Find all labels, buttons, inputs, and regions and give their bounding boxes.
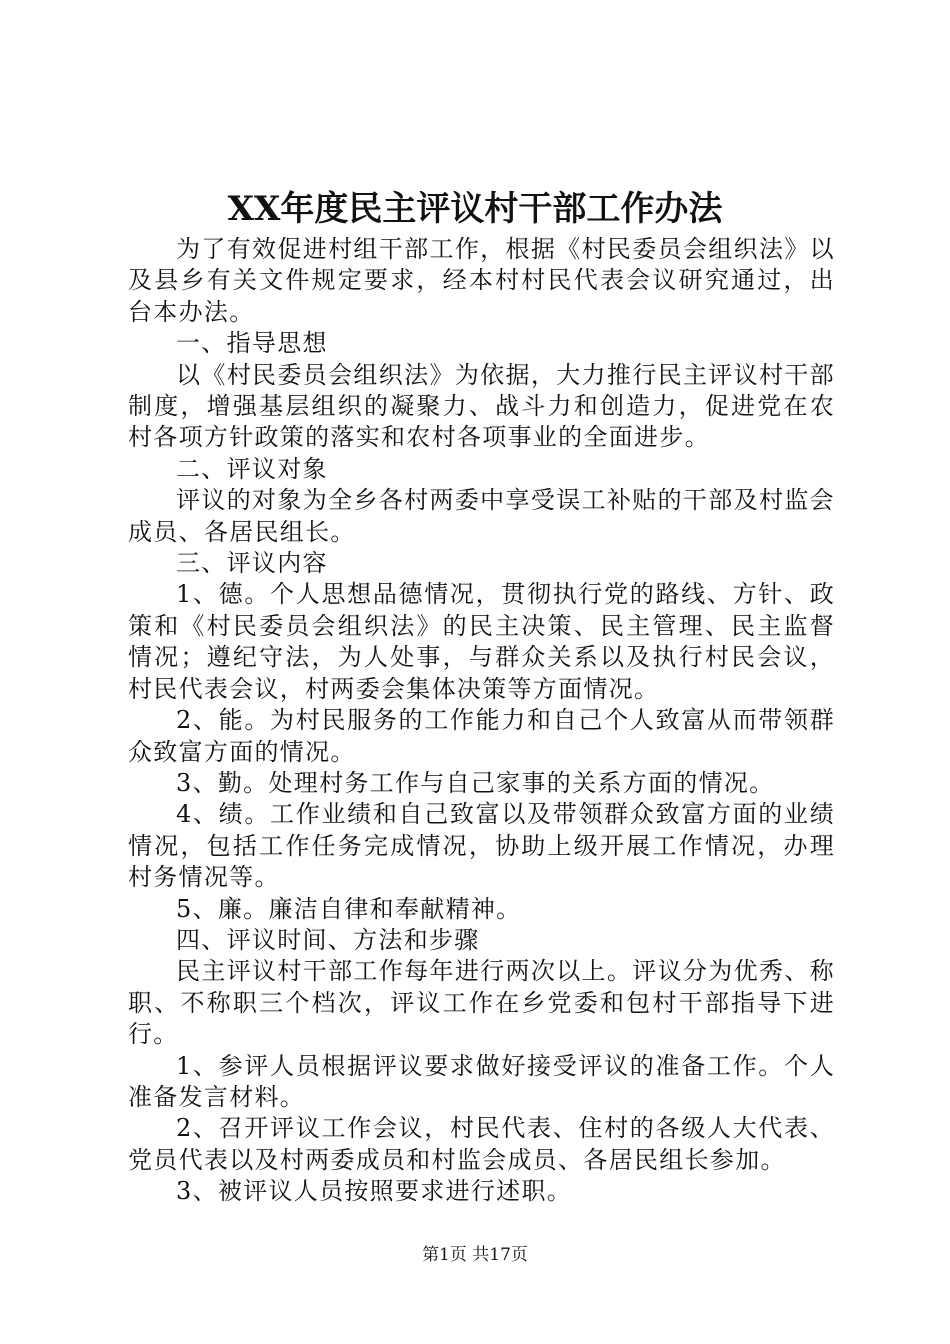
paragraph: 为了有效促进村组干部工作，根据《村民委员会组织法》以及县乡有关文件规定要求，经本村村民代表会议研究通过，出台本办法。 — [128, 235, 835, 326]
paragraph: 评议的对象为全乡各村两委中享受误工补贴的干部及村监会成员、各居民组长。 — [128, 486, 835, 546]
list-item: 5、廉。廉洁自律和奉献精神。 — [176, 894, 522, 923]
section-heading: 二、评议对象 — [176, 454, 328, 483]
paragraph: 以《村民委员会组织法》为依据，大力推行民主评议村干部制度，增强基层组织的凝聚力、战斗力和创造力，促进党在农村各项方针政策的落实和农村各项事业的全面进步。 — [128, 360, 835, 452]
paragraph: 民主评议村干部工作每年进行两次以上。评议分为优秀、称职、不称职三个档次，评议工作在乡党委和包村干部指导下进行。 — [128, 957, 835, 1049]
document-body — [128, 234, 835, 1208]
section-heading: 三、评议内容 — [176, 549, 328, 578]
list-item: 2、能。为村民服务的工作能力和自己个人致富从而带领群众致富方面的情况。 — [128, 706, 835, 766]
page-number: 第1页 — [422, 1245, 467, 1265]
document-title: XX年度民主评议村干部工作办法 — [227, 189, 723, 229]
section-heading: 一、指导思想 — [176, 329, 328, 358]
list-item: 3、勤。处理村务工作与自己家事的关系方面的情况。 — [176, 768, 775, 797]
page-total: 共17页 — [472, 1245, 528, 1265]
list-item: 1、德。个人思想品德情况，贯彻执行党的路线、方针、政策和《村民委员会组织法》的民主决策、民主管理、民主监督情况；遵纪守法，为人处事，与群众关系以及执行村民会议，村民代表会议，村两委会集体决策等方面情况。 — [128, 580, 835, 703]
list-item: 3、被评议人员按照要求进行述职。 — [176, 1177, 573, 1206]
section-heading: 四、评议时间、方法和步骤 — [176, 925, 480, 954]
page-footer — [0, 1243, 950, 1267]
list-item: 2、召开评议工作会议，村民代表、住村的各级人大代表、党员代表以及村两委成员和村监会成员、各居民组长参加。 — [128, 1114, 835, 1174]
list-item: 4、绩。工作业绩和自己致富以及带领群众致富方面的业绩情况，包括工作任务完成情况，协助上级开展工作情况，办理村务情况等。 — [128, 800, 835, 892]
list-item: 1、参评人员根据评议要求做好接受评议的准备工作。个人准备发言材料。 — [128, 1051, 835, 1111]
